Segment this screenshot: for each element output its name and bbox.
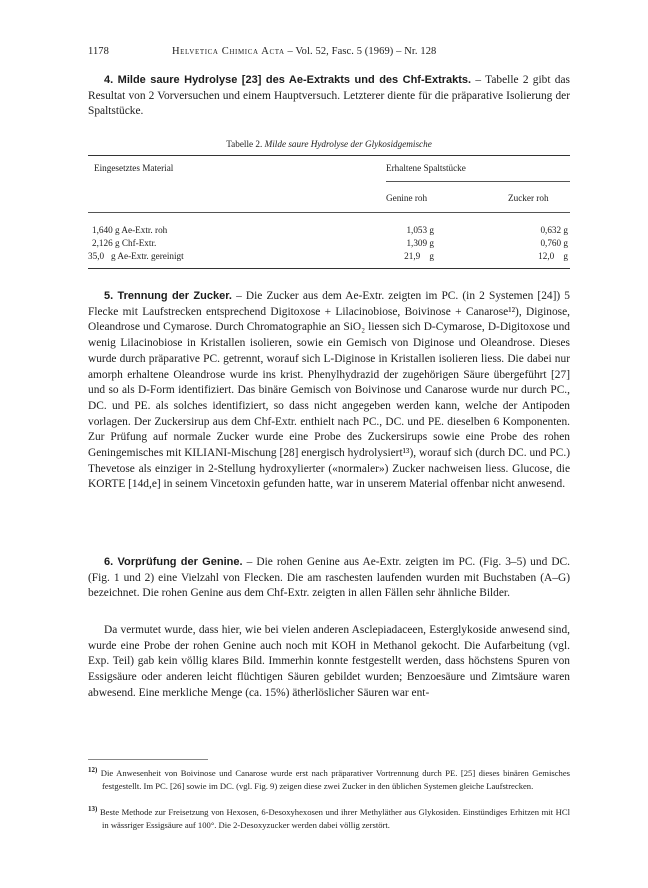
table-header-rule [88, 212, 570, 213]
cell-zucker: 0,632 g [540, 225, 568, 235]
footnote-13 [88, 806, 570, 831]
table-top-rule [88, 155, 570, 156]
column-header-group: Erhaltene Spaltstücke [386, 163, 466, 173]
footnote-marker: 12) [88, 766, 98, 775]
cell-material: 2,126 g Chf-Extr. [92, 238, 157, 248]
section-5 [88, 289, 570, 493]
journal-issue: – Vol. 52, Fasc. 5 (1969) – Nr. 128 [287, 46, 437, 57]
journal-title: Helvetica Chimica Acta [172, 46, 285, 57]
footnote-text: Beste Methode zur Freisetzung von Hexosen, 6-Desoxyhexosen und ihrer Methyläther aus Glykosiden. Einstündiges Erhitzen mit HCl in wässriger Essigsäure auf 100°. Die 2-Desoxyzucker werden dabei völlig zerstört. [99, 807, 570, 830]
table-caption [88, 139, 570, 149]
table-caption-label: Tabelle 2. [226, 139, 263, 149]
cell-genine: 21,9 g [404, 251, 434, 261]
journal-reference [172, 46, 436, 57]
column-header-zucker: Zucker roh [508, 193, 549, 203]
table-caption-title: Milde saure Hydrolyse der Glykosidgemische [264, 139, 432, 149]
section-4-heading: 4. Milde saure Hydrolyse [23] des Ae-Extrakts und des Chf-Extrakts. [104, 74, 472, 86]
cell-genine: 1,309 g [406, 238, 434, 248]
section-6-paragraph-2: Da vermutet wurde, dass hier, wie bei vielen anderen Asclepiadaceen, Esterglykoside anwesend sind, wurde eine Probe der rohen Genine auch noch mit KOH in Methanol gekocht. Die Aufarbeitung (vgl. Exp. Teil) gab kein völlig klares Bild. Immerhin konnte festgestellt werden, dass höchstens Spuren von Essigsäure oder anderen leicht flüchtigen Säuren gebildet wurden; Benzoesäure und Zimtsäure waren abwesend. Eine merkliche Menge (ca. 15%) ätherlöslicher Säuren war ent- [88, 624, 570, 699]
table-bottom-rule [88, 268, 570, 269]
page-number: 1178 [88, 46, 110, 57]
cell-genine: 1,053 g [406, 225, 434, 235]
footnote-marker: 13) [88, 805, 98, 814]
section-4-text: – Tabelle 2 gibt das Resultat von 2 Vorversuchen und einem Hauptversuch. Letzterer diente für die präparative Isolierung der Spaltstücke. [88, 74, 570, 118]
cell-material: 1,640 g Ae-Extr. roh [92, 225, 168, 235]
footnote-12 [88, 767, 570, 792]
column-header-genine: Genine roh [386, 193, 428, 203]
footnote-text: Die Anwesenheit von Boivinose und Canarose wurde erst nach präparativer Vortrennung durch PE. [25] dieses binären Gemisches festgestellt. Im PC. [26] sowie im DC. (vgl. Fig. 9) zeigen diese zwei Zucker in den üblichen Systemen gleiche Laufstrecken. [100, 768, 570, 791]
column-header-material: Eingesetztes Material [94, 163, 174, 173]
section-6-heading: 6. Vorprüfung der Genine. [104, 556, 243, 568]
section-6-text: – Die rohen Genine aus Ae-Extr. zeigten im PC. (Fig. 3–5) und DC. (Fig. 1 und 2) eine Vielzahl von Flecken. Die am raschesten laufenden wurden mit Buchstaben (A–G) bezeichnet. Die rohen Genine aus dem Chf-Extr. zeigten in allen Fällen sehr ähnliche Bilder. [88, 556, 570, 600]
footnote-divider [88, 759, 208, 760]
section-6 [88, 555, 570, 602]
column-group-rule [386, 181, 570, 182]
cell-zucker: 12,0 g [538, 251, 568, 261]
section-5-text: – Die Zucker aus dem Ae-Extr. zeigten im PC. (in 2 Systemen [24]) 5 Flecke mit Laufstrecken entsprechend Digitoxose + Lilacinobiose, Boivinose + Canarose¹²), Diginose, Oleandrose und Cymarose. Durch Chromatographie an SiO₂ liessen sich D-Cymarose, D-Digitoxose und wenig Lilacinobiose in Kristallen isolieren, sowie ein Gemisch von Diginose und Oleandrose. Dieses wurde durch präparative PC. getrennt, worauf sich L-Diginose in Kristallen isolieren liess. Die dabei nur amorph erhaltene Oleandrose wurde ins krist. Phenylhydrazid der zugehörigen Säure übergeführt [27] und so als D-Form identifiziert. Das binäre Gemisch von Boivinose und Canarose wurde nur durch PC., DC. und PE. als solches identifiziert, so dass nicht angegeben werden kann, welche der Antipoden vorlagen. Der Zuckersirup aus dem Chf-Extr. enthielt nach PC., DC. und PE. dieselben 6 Komponenten. Zur Prüfung auf normale Zucker wurde eine Probe des Zuckersirups sowie eine Probe des rohen Geningemisches mit KILIANI-Mischung [28] energisch hydrolysiert¹³), worauf sich (durch DC. und PC.) Thevetose als einziger in 2-Stellung hydroxylierter («normaler») Zucker nachweisen liess. Glucose, die KORTE [14d,e] in seinem Vincetoxin gefunden hatte, war in unserem Material offenbar nicht anwesend. [88, 290, 570, 491]
section-4 [88, 73, 570, 120]
cell-zucker: 0,760 g [540, 238, 568, 248]
cell-material: 35,0 g Ae-Extr. gereinigt [88, 251, 184, 261]
section-5-heading: 5. Trennung der Zucker. [104, 290, 232, 302]
